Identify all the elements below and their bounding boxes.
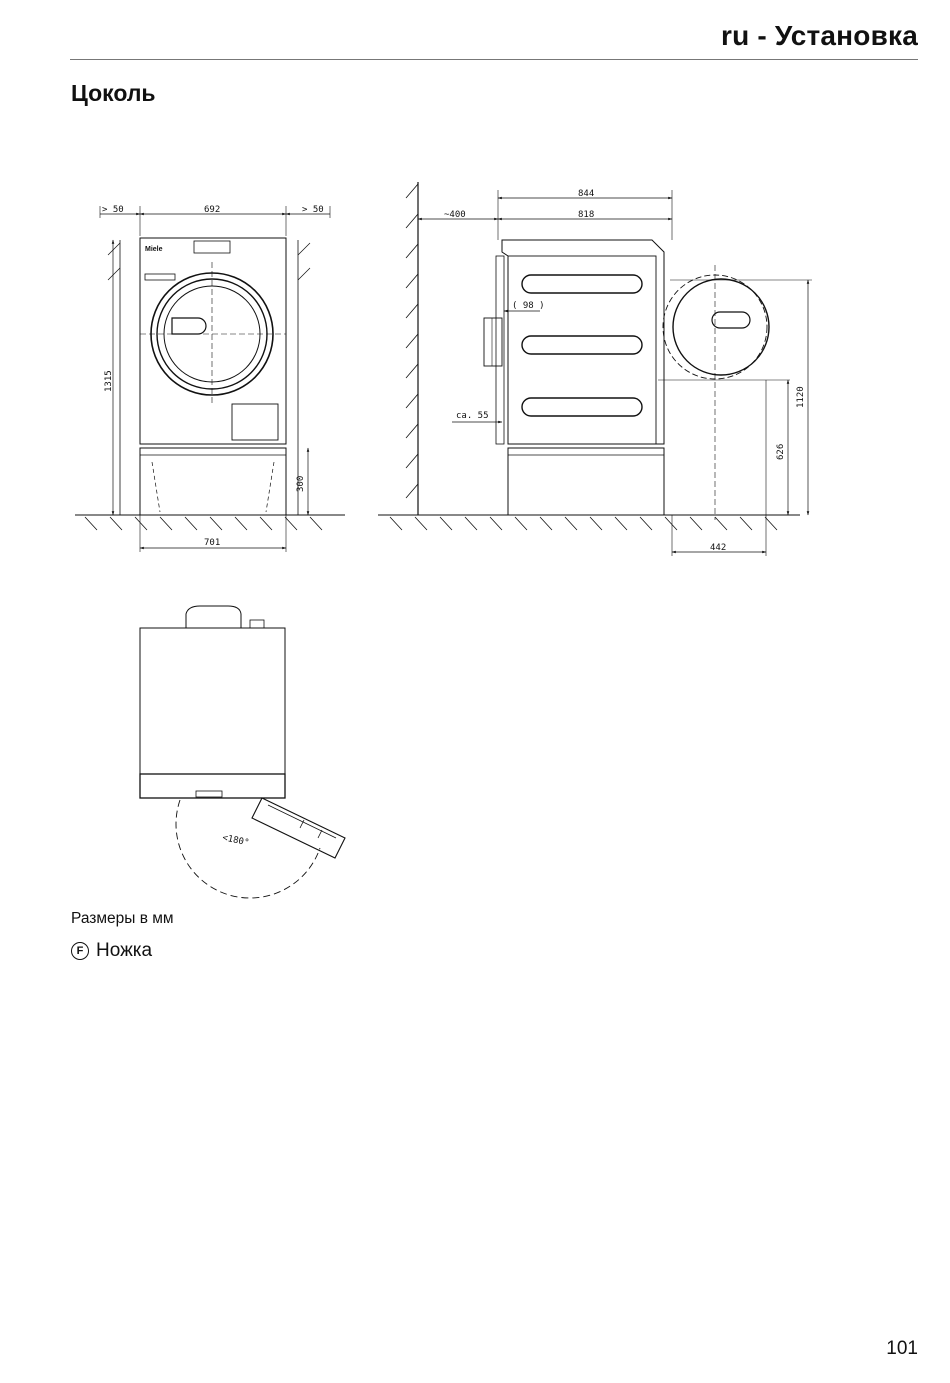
dimensions-caption: Размеры в мм [71,910,174,927]
top-view [140,606,345,898]
dryer-top-body [140,628,285,774]
plinth-front [140,448,286,515]
dim-front-width-top: 692 [204,205,221,215]
dim-side-offset-98: ( 98 ) [512,301,545,311]
dim-front-width-bottom: 701 [204,538,221,548]
legend-item [71,940,152,962]
dim-front-clearance-right: > 50 [302,205,324,215]
dryer-front-body [140,238,286,444]
dim-front-base-height: 300 [296,475,306,492]
brand-mark: Miele [145,246,163,253]
dim-side-door-swing: 442 [710,543,727,553]
page-header-title: ru - Установка [720,20,918,51]
floor-hatching [85,517,322,530]
dim-top-door-angle: <180° [221,833,250,849]
plinth-side [508,448,664,515]
dim-side-door-height-top: 1120 [796,386,806,408]
legend-label: Ножка [96,940,153,961]
dim-side-depth-total: 844 [578,189,595,199]
dim-side-wall-distance: ~400 [444,210,466,220]
dim-side-offset-55: ca. 55 [456,411,489,421]
section-title: Цоколь [71,80,156,106]
page-number: 101 [886,1338,918,1359]
side-view [378,182,812,556]
dim-front-height-total: 1315 [104,370,114,392]
legend-badge: F [71,942,89,960]
dim-side-depth-body: 818 [578,210,595,220]
dim-front-clearance-left: > 50 [102,205,124,215]
dim-side-door-height-center: 626 [776,443,786,460]
plinth-top [140,774,285,798]
front-view [75,206,345,552]
